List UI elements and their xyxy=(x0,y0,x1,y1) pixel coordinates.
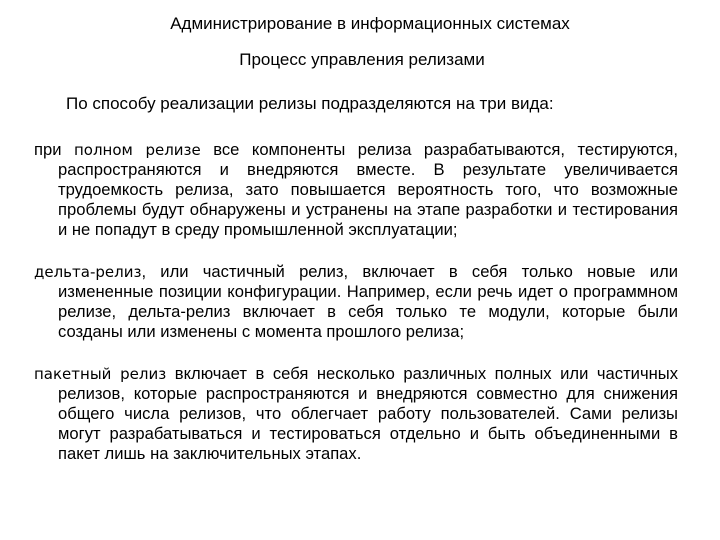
lecture-title: Процесс управления релизами xyxy=(239,50,485,69)
package-release-term: пакетный релиз xyxy=(34,365,167,383)
release-types-list xyxy=(34,140,678,486)
full-release-term: полном релизе xyxy=(73,141,201,159)
full-release-description: все компоненты релиза разрабатываются, тестируются, распространяются и внедряются вместе. В результате увеличивается трудоемкость релиза, зато повышается вероятность того, что возможные проблемы будут обнаружены и устранены на этапе разработки и тестирования и не попадут в среду промышленной эксплуатации; xyxy=(58,140,678,239)
intro-text: По способу реализации релизы подразделяются на три вида: xyxy=(66,94,554,113)
delta-release-term: дельта-релиз xyxy=(34,263,142,281)
package-release-item xyxy=(34,364,678,464)
delta-release-item xyxy=(34,262,678,342)
package-release-description: включает в себя несколько различных полных или частичных релизов, которые распространяются и внедряются совместно для снижения общего числа релизов, что облегчает работу пользователей. Сами релизы могут разрабатываться и тестироваться отдельно и быть объединенными в пакет лишь на заключительных этапах. xyxy=(58,364,678,463)
course-title: Администрирование в информационных системах xyxy=(170,14,570,33)
item-prefix: при xyxy=(34,140,74,159)
delta-release-description: , или частичный релиз, включает в себя только новые или измененные позиции конфигурации. Например, если речь идет о программном релизе, дельта-релиз включает в себя только те модули, которые были созданы или изменены с момента прошлого релиза; xyxy=(58,262,678,341)
full-release-item xyxy=(34,140,678,240)
